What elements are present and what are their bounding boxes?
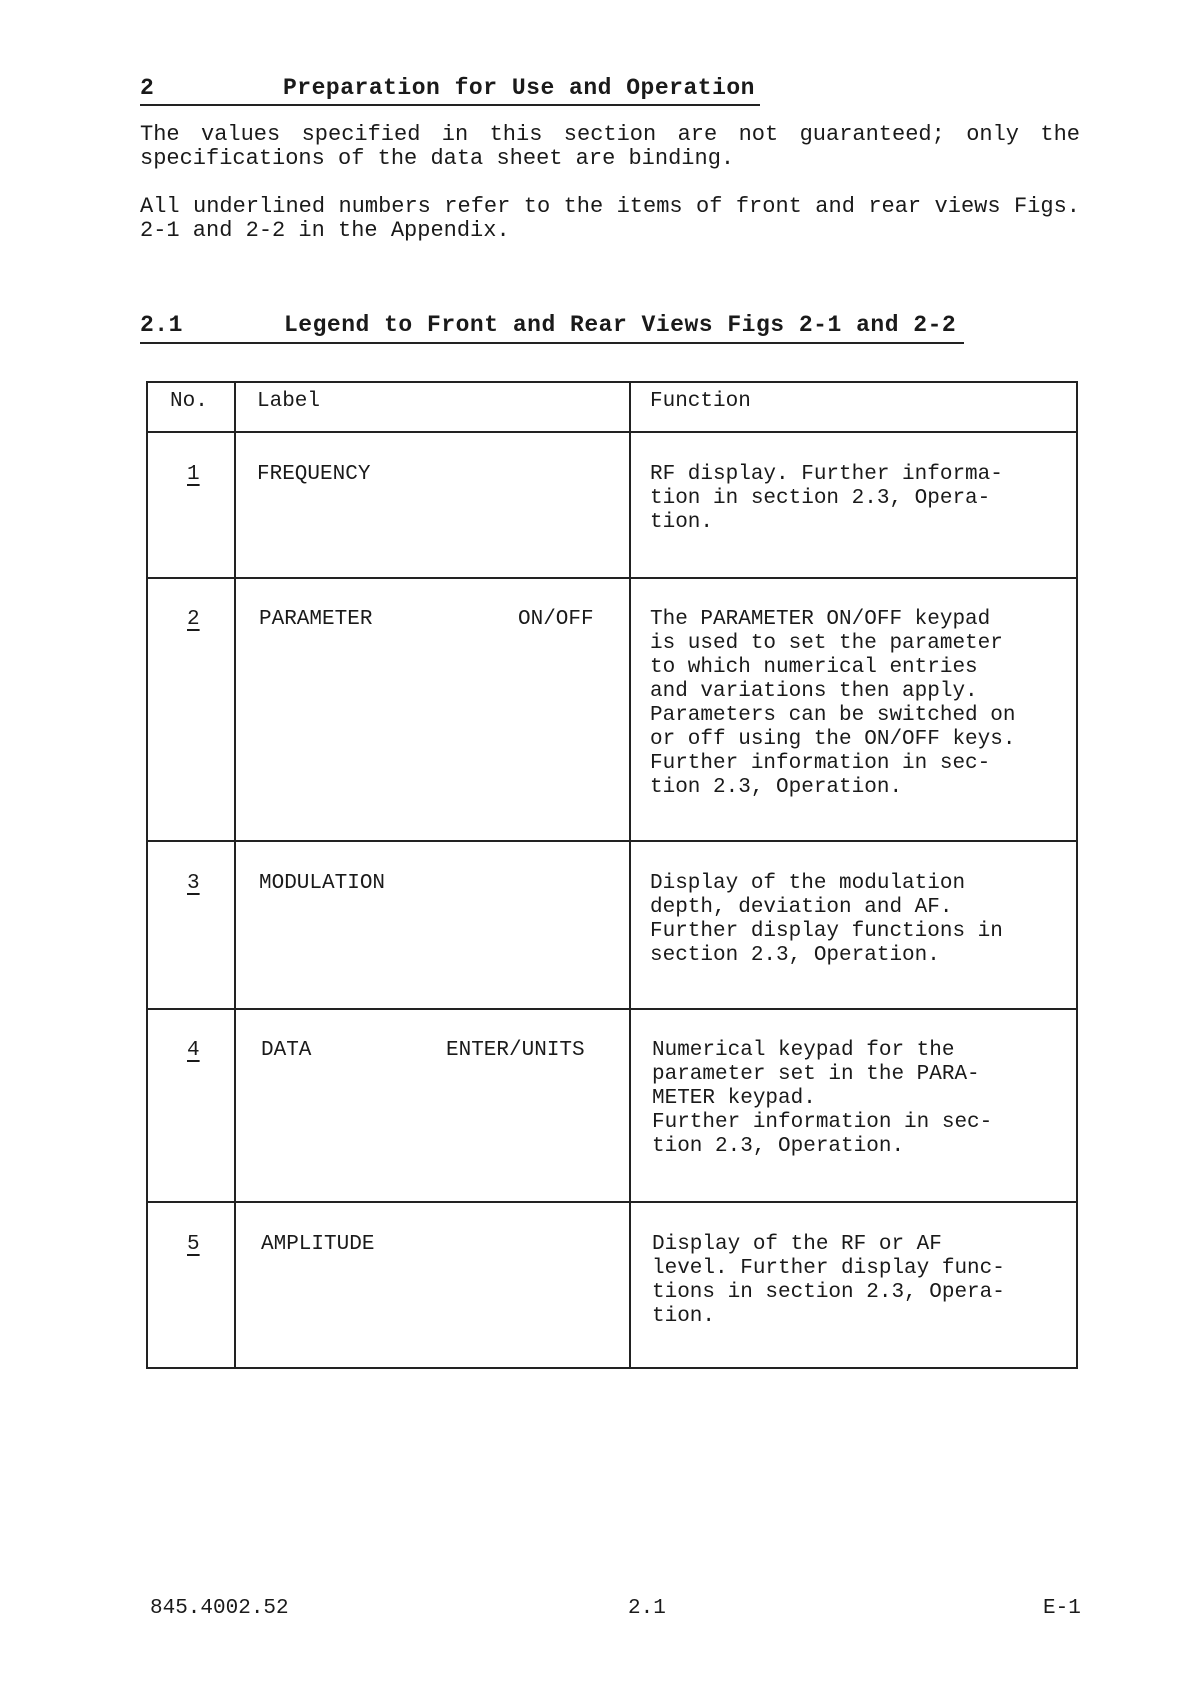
table-row-rule — [146, 1201, 1078, 1203]
table-border-bottom — [146, 1367, 1078, 1369]
row-function: The PARAMETER ON/OFF keypad is used to set the parameter to which numerical entries and variations then apply. Parameters can be switched on or off using the ON/OFF keys. Further information in sec- tion 2.3, Operation. — [650, 608, 1016, 799]
row-function: Display of the modulation depth, deviation and AF. Further display functions in section 2.3, Operation. — [650, 872, 1003, 967]
header-function: Function — [650, 390, 751, 413]
section-title: Preparation for Use and Operation — [283, 75, 755, 101]
table-header-rule — [146, 431, 1078, 433]
row-label-right: ON/OFF — [518, 608, 594, 631]
section-number: 2 — [140, 75, 155, 101]
row-number: 1 — [187, 463, 200, 486]
table-row-rule — [146, 1008, 1078, 1010]
row-label: FREQUENCY — [257, 463, 371, 486]
row-label: PARAMETER — [259, 608, 373, 631]
subsection-number: 2.1 — [140, 312, 183, 338]
legend-table — [146, 381, 1078, 1369]
row-function: Display of the RF or AF level. Further display func- tions in section 2.3, Opera- tion. — [652, 1233, 1005, 1328]
row-label-right: ENTER/UNITS — [446, 1039, 585, 1062]
row-label: MODULATION — [259, 872, 386, 895]
table-divider-label — [629, 381, 631, 1369]
header-no: No. — [170, 390, 208, 413]
table-row-rule — [146, 840, 1078, 842]
row-function: Numerical keypad for the parameter set in the PARA- METER keypad. Further information in sec- tion 2.3, Operation. — [652, 1039, 993, 1158]
row-number: 3 — [187, 872, 200, 895]
subsection-title: Legend to Front and Rear Views Figs 2-1 and 2-2 — [284, 312, 957, 338]
row-number: 5 — [187, 1233, 200, 1256]
row-number: 2 — [187, 608, 200, 631]
table-divider-no — [234, 381, 236, 1369]
row-label: DATA — [261, 1039, 312, 1062]
paragraph-values-note: The values specified in this section are not guaranteed; only the specifications of the data sheet are binding. — [140, 122, 1080, 171]
footer-document-number: 845.4002.52 — [150, 1597, 289, 1620]
header-label: Label — [257, 390, 321, 413]
paragraph-underline-note: All underlined numbers refer to the items of front and rear views Figs. 2-1 and 2-2 in the Appendix. — [140, 194, 1080, 243]
row-label: AMPLITUDE — [261, 1233, 375, 1256]
footer-page-id: E-1 — [1043, 1597, 1081, 1620]
section-heading-underline — [140, 104, 760, 106]
table-border-top — [146, 381, 1078, 383]
table-row-rule — [146, 577, 1078, 579]
row-function: RF display. Further informa- tion in section 2.3, Opera- tion. — [650, 463, 1003, 534]
table-border-left — [146, 381, 148, 1369]
subsection-heading-underline — [140, 342, 964, 344]
table-border-right — [1076, 381, 1078, 1369]
row-number: 4 — [187, 1039, 200, 1062]
footer-page-section: 2.1 — [628, 1597, 666, 1620]
